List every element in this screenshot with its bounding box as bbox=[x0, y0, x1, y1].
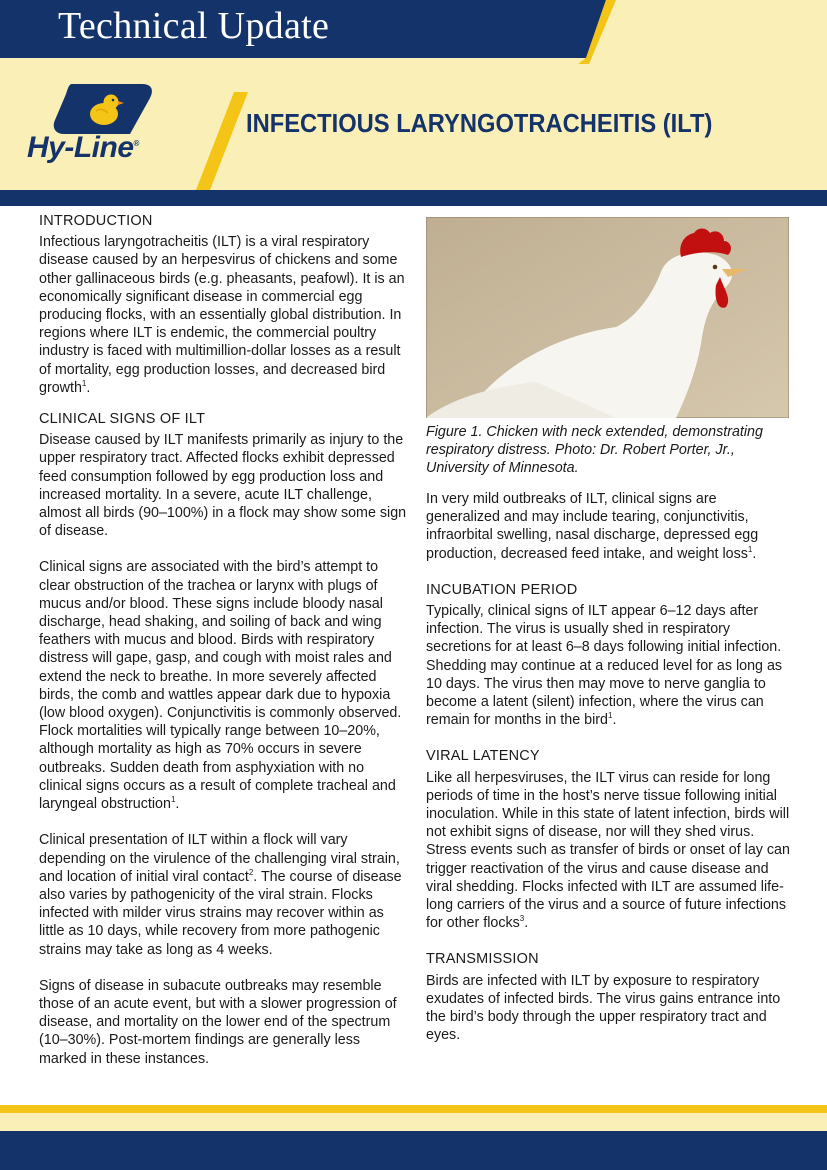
footer-gold-rule bbox=[0, 1105, 827, 1113]
introduction-heading: INTRODUCTION bbox=[39, 213, 153, 229]
incubation-heading: INCUBATION PERIOD bbox=[426, 581, 578, 598]
incubation-paragraph bbox=[426, 602, 791, 729]
figure-caption: Figure 1. Chicken with neck extended, demonstrating respiratory distress. Photo: Dr. Robert Porter, Jr., University of Minnesota. bbox=[426, 424, 763, 477]
introduction-text: Infectious laryngotracheitis (ILT) is a viral respiratory disease caused by an herpesvirus of chickens and some other gallinaceous birds (e.g. pheasants, peafowl). It is an economically significant disease in commercial egg producing flocks, with an essentially global distribution. In regions where ILT is endemic, the commercial poultry industry is faced with multimillion-dollar losses as a result of mortality, egg production losses, and decreased bird growth bbox=[39, 234, 405, 396]
brand-text: Hy-Line bbox=[27, 131, 134, 164]
period: . bbox=[524, 915, 529, 932]
clinical-paragraph-4: Signs of disease in subacute outbreaks may resemble those of an acute event, but with a slower progression of disease, and mortality on the lower end of the spectrum (10–30%). Post-mortem findings are generally less marked in these instances. bbox=[39, 977, 397, 1067]
clinical-paragraph-2 bbox=[39, 558, 409, 813]
latency-paragraph bbox=[426, 769, 791, 933]
clinical-paragraph-1: Disease caused by ILT manifests primarily as injury to the upper respiratory tract. Affected flocks exhibit depressed feed consumption followed by egg production loss and increased mortality. In a severe, acute ILT challenge, almost all birds (90–100%) in a flock may show some sign of disease. bbox=[39, 432, 407, 540]
clinical-text-5: In very mild outbreaks of ILT, clinical signs are generalized and may include tearing, conjunctivitis, infraorbital swelling, nasal discharge, depressed egg production, decreased feed intake, and weight loss bbox=[426, 491, 759, 562]
clinical-text-3b: . The course of disease also varies by pathogenicity of the viral strain. Flocks infected with milder virus strains may recover within as little as 10 days, while recovery from more pathogenic strains may take as long as 4 weeks. bbox=[39, 868, 402, 958]
header-divider bbox=[0, 190, 827, 206]
introduction-paragraph bbox=[39, 233, 409, 397]
registered-mark: ® bbox=[133, 139, 139, 148]
reference-mark: 1 bbox=[607, 711, 613, 721]
period: . bbox=[612, 712, 617, 729]
latency-text: Like all herpesviruses, the ILT virus can reside for long periods of time in the host’s nerve tissue following initial inoculation. While in this state of latent infection, birds will not exhibit signs of disease, nor will they shed virus. Stress events such as transfer of birds or onset of lay can trigger reactivation of the virus and cause disease and viral shedding. Flocks infected with ILT are assumed life-long carriers of the virus and a source of future infections for other flocks bbox=[426, 769, 790, 932]
clinical-text-3a: Clinical presentation of ILT within a flock will vary depending on the virulence of the challenging viral strain, and location of initial viral contact bbox=[39, 832, 400, 885]
viral-latency-heading: VIRAL LATENCY bbox=[426, 748, 540, 765]
reference-mark: 2 bbox=[248, 867, 254, 877]
reference-mark: 3 bbox=[519, 914, 525, 924]
clinical-paragraph-3 bbox=[39, 831, 409, 958]
clinical-signs-heading: CLINICAL SIGNS OF ILT bbox=[39, 411, 206, 428]
footer-navy-band bbox=[0, 1131, 827, 1170]
footer-cream-band bbox=[0, 1113, 827, 1131]
left-column bbox=[39, 212, 409, 1068]
clinical-text-2: Clinical signs are associated with the bird’s attempt to clear obstruction of the trachea or larynx with plugs of mucus and/or blood. These signs include bloody nasal discharge, head shaking, and soiling of back and wing feathers with mucus and blood. Birds with respiratory distress will gape, gasp, and cough with moist rales and extend the neck to breathe. In more severely affected birds, the comb and wattles appear dark due to hypoxia (low blood oxygen). Conjunctivitis is commonly observed. Flock mortalities will typically range between 10–20%, although mortality as high as 70% occurs in severe outbreaks. Sudden death from asphyxiation with no clinical signs occurs as a result of complete tracheal and laryngeal obstruction bbox=[39, 559, 402, 813]
incubation-text: Typically, clinical signs of ILT appear 6–12 days after infection. The virus is usually shed in respiratory secretions for at least 6–8 days following initial infection. Shedding may continue at a reduced level for as long as 10 days. The virus then may move to nerve ganglia to become a latent (silent) infection, where the virus can remain for months in the bird bbox=[426, 603, 783, 729]
transmission-heading: TRANSMISSION bbox=[426, 951, 539, 968]
chicken-photo bbox=[426, 217, 789, 418]
banner-title: Technical Update bbox=[58, 5, 330, 47]
period: . bbox=[175, 796, 180, 813]
brand-name bbox=[27, 131, 139, 165]
period: . bbox=[86, 379, 91, 396]
reference-mark: 1 bbox=[747, 544, 753, 554]
right-column bbox=[426, 490, 791, 1044]
clinical-paragraph-5 bbox=[426, 490, 791, 563]
reference-mark: 1 bbox=[81, 379, 87, 389]
reference-mark: 1 bbox=[170, 795, 176, 805]
period: . bbox=[752, 545, 757, 562]
document-title: INFECTIOUS LARYNGOTRACHEITIS (ILT) bbox=[246, 110, 713, 138]
transmission-paragraph: Birds are infected with ILT by exposure to respiratory exudates of infected birds. The virus gains entrance into the bird’s body through the upper respiratory tract and eyes. bbox=[426, 972, 781, 1044]
